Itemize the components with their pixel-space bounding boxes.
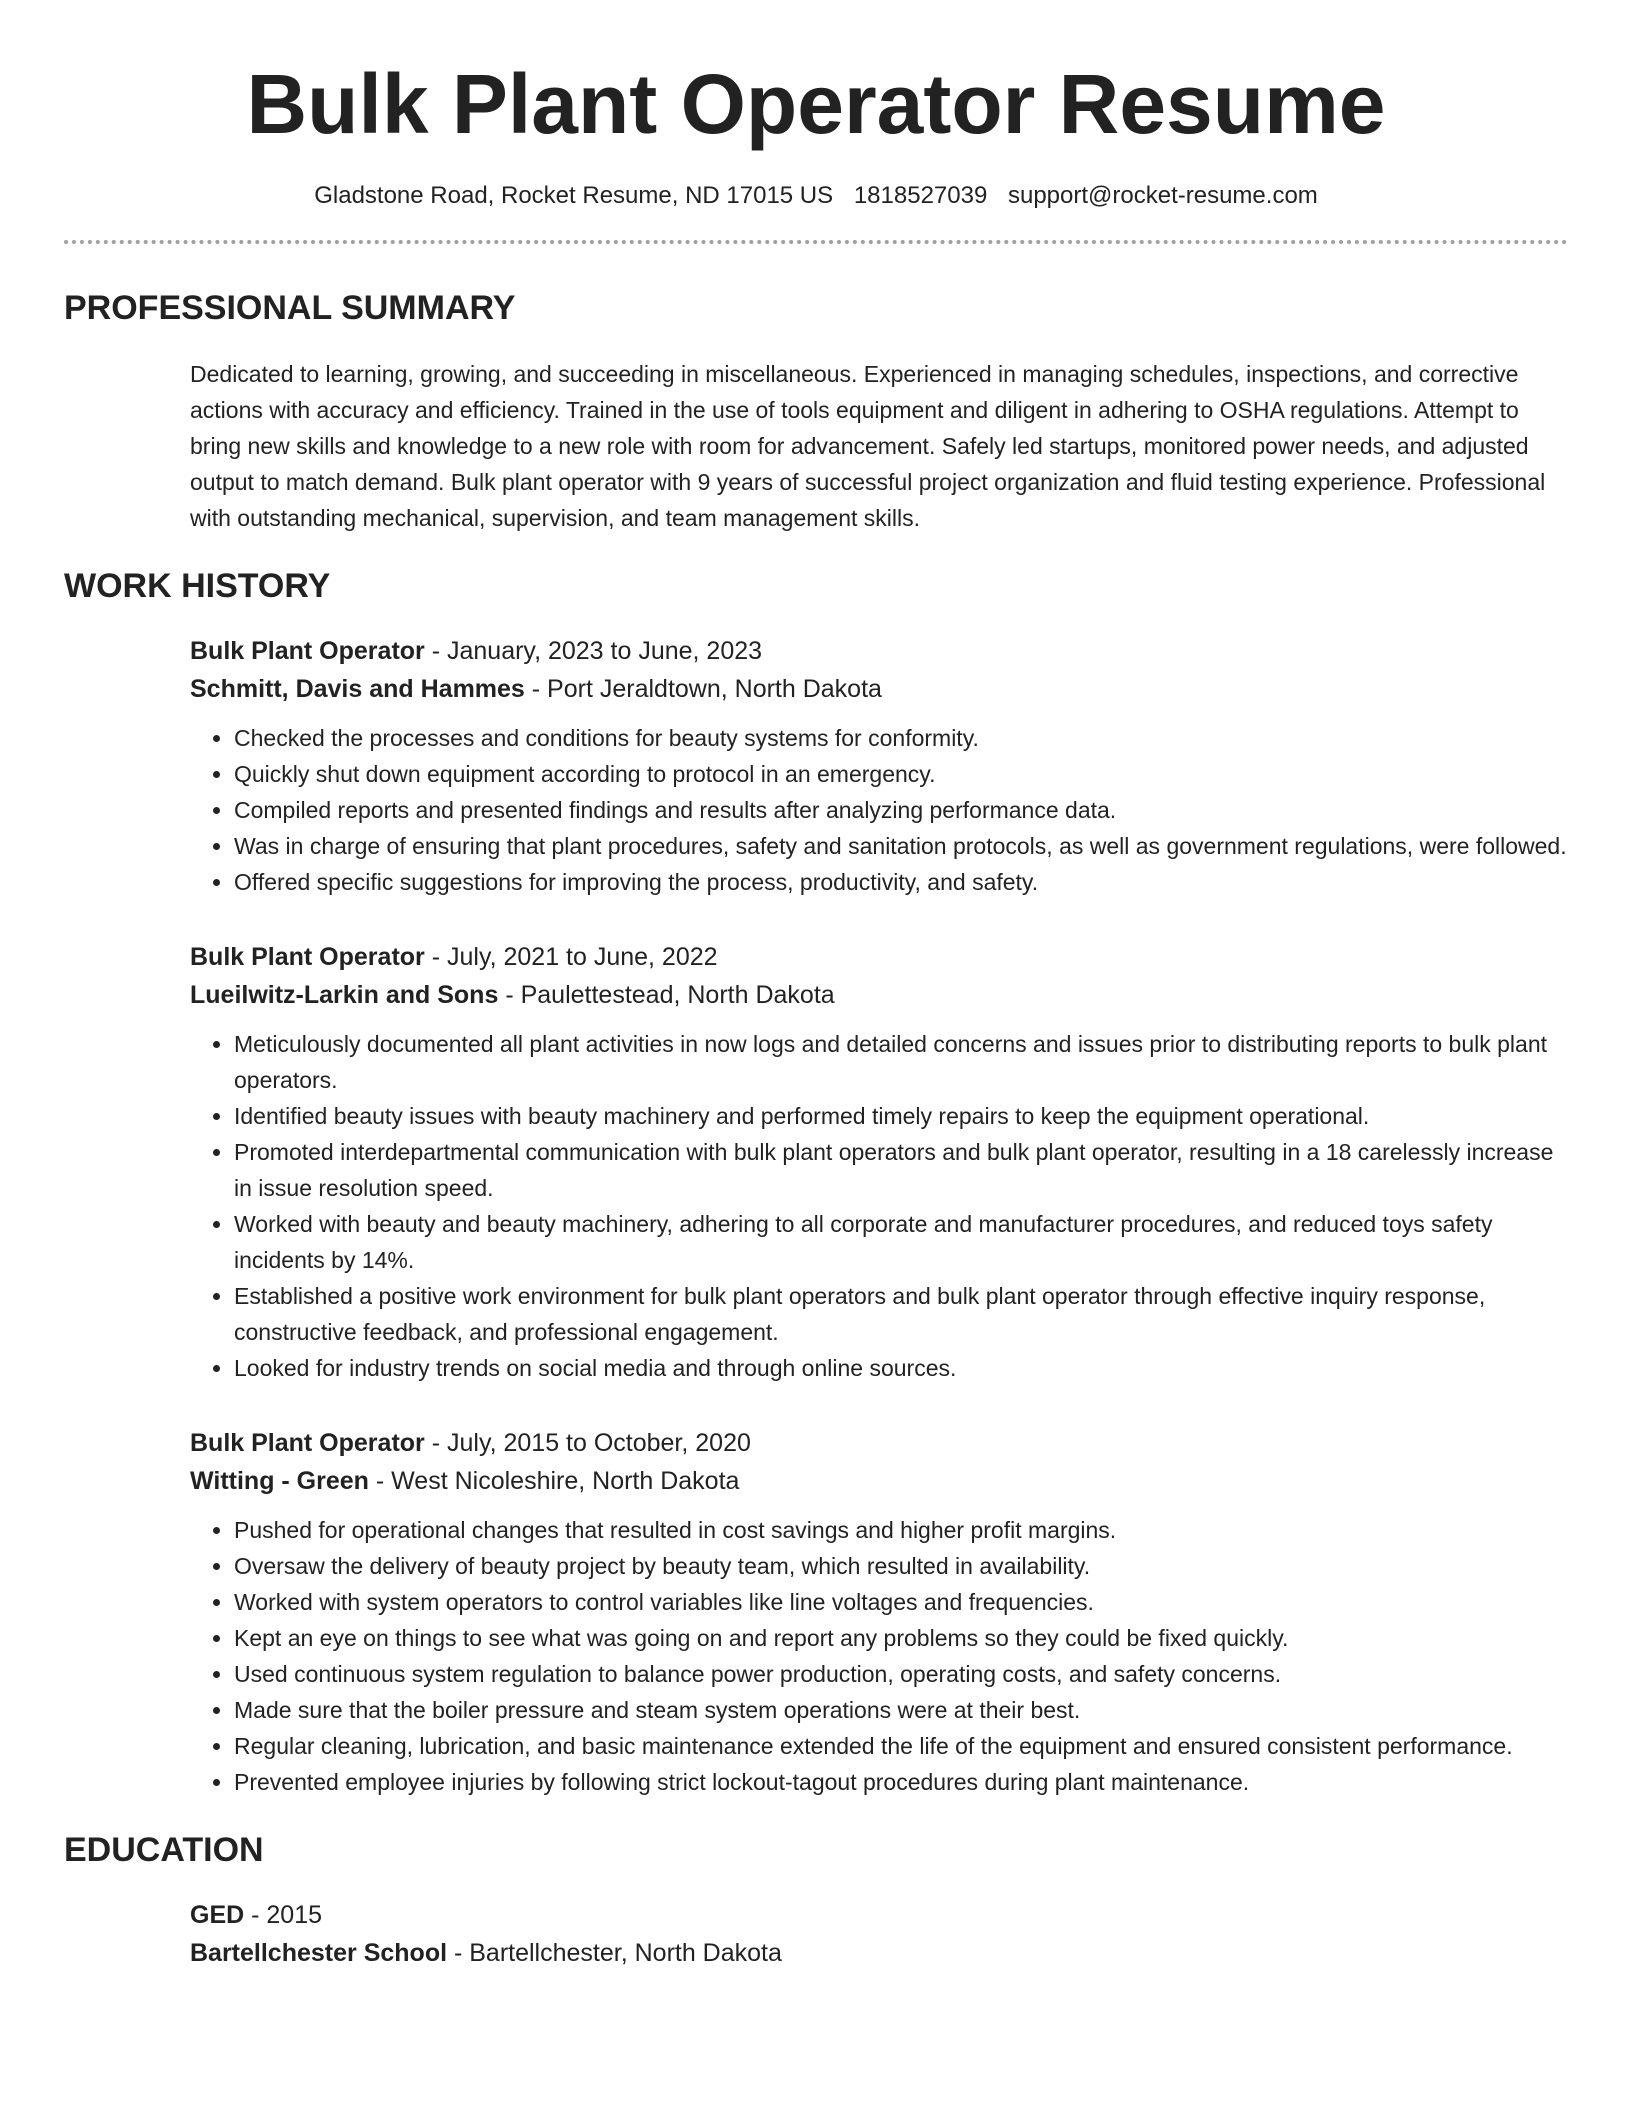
job-bullet: • Checked the processes and conditions for beauty systems for conformity.	[234, 720, 1568, 756]
work-history-body	[190, 632, 1568, 1800]
job-bullet: • Promoted interdepartmental communication with bulk plant operators and bulk plant operator, resulting in a 18 carelessly increase in issue resolution speed.	[234, 1134, 1568, 1206]
job-bullet: • Made sure that the boiler pressure and steam system operations were at their best.	[234, 1692, 1568, 1728]
education-school: Bartellchester School	[190, 1939, 448, 1967]
job-company: Schmitt, Davis and Hammes	[190, 675, 525, 703]
contact-address: Gladstone Road, Rocket Resume, ND 17015 US	[314, 182, 834, 209]
education-entry	[190, 1896, 1568, 1972]
job-bullet: • Worked with system operators to control variables like line voltages and frequencies.	[234, 1584, 1568, 1620]
job-bullet: • Quickly shut down equipment according to protocol in an emergency.	[234, 756, 1568, 792]
job-bullet: • Compiled reports and presented findings and results after analyzing performance data.	[234, 792, 1568, 828]
job-bullet: • Established a positive work environment for bulk plant operators and bulk plant operator through effective inquiry response, constructive feedback, and professional engagement.	[234, 1278, 1568, 1350]
job-company-line	[190, 1462, 1568, 1500]
job-role: Bulk Plant Operator	[190, 637, 425, 665]
job-bullets	[190, 720, 1568, 900]
education-school-line	[190, 1934, 1568, 1972]
job-bullets	[190, 1026, 1568, 1386]
job-bullet: • Meticulously documented all plant activities in now logs and detailed concerns and issues prior to distributing reports to bulk plant operators.	[234, 1026, 1568, 1098]
job-bullet: • Used continuous system regulation to balance power production, operating costs, and safety concerns.	[234, 1656, 1568, 1692]
education-section	[64, 1830, 1568, 1972]
education-body	[190, 1896, 1568, 1972]
contact-line	[64, 180, 1568, 212]
job-company: Witting - Green	[190, 1467, 369, 1495]
job-title-line	[190, 938, 1568, 976]
summary-text: Dedicated to learning, growing, and succeeding in miscellaneous. Experienced in managing schedules, inspections, and corrective actions with accuracy and efficiency. Trained in the use of tools equipment and diligent in adhering to OSHA regulations. Attempt to bring new skills and knowledge to a new role with room for advancement. Safely led startups, monitored power needs, and adjusted output to match demand. Bulk plant operator with 9 years of successful project organization and fluid testing experience. Professional with outstanding mechanical, supervision, and team management skills.	[190, 361, 1546, 531]
education-year: - 2015	[244, 1901, 323, 1929]
job-bullets	[190, 1512, 1568, 1800]
work-history-heading: WORK HISTORY	[64, 567, 331, 605]
job-dates: - July, 2021 to June, 2022	[424, 943, 718, 971]
job-bullet: • Offered specific suggestions for improving the process, productivity, and safety.	[234, 864, 1568, 900]
header-divider	[64, 240, 1568, 244]
job-role: Bulk Plant Operator	[190, 1429, 425, 1457]
job-title-line	[190, 1424, 1568, 1462]
job-bullet: • Prevented employee injuries by following strict lockout-tagout procedures during plant maintenance.	[234, 1764, 1568, 1800]
job-location: - Port Jeraldtown, North Dakota	[524, 675, 882, 703]
education-degree: GED	[190, 1901, 245, 1929]
job-role: Bulk Plant Operator	[190, 943, 425, 971]
job-location: - West Nicoleshire, North Dakota	[368, 1467, 740, 1495]
contact-phone: 1818527039	[853, 182, 988, 209]
job-company-line	[190, 670, 1568, 708]
summary-section	[64, 288, 1568, 536]
job-bullet: • Was in charge of ensuring that plant procedures, safety and sanitation protocols, as well as government regulations, were followed.	[234, 828, 1568, 864]
job-bullet: • Kept an eye on things to see what was going on and report any problems so they could be fixed quickly.	[234, 1620, 1568, 1656]
education-heading: EDUCATION	[64, 1831, 264, 1869]
summary-body	[190, 356, 1568, 536]
job-entry	[190, 1424, 1568, 1800]
job-title-line	[190, 632, 1568, 670]
summary-heading: PROFESSIONAL SUMMARY	[64, 289, 516, 327]
resume-title: Bulk Plant Operator Resume	[246, 57, 1386, 151]
job-bullet: • Oversaw the delivery of beauty project by beauty team, which resulted in availability.	[234, 1548, 1568, 1584]
education-location: - Bartellchester, North Dakota	[447, 1939, 782, 1967]
job-bullet: • Worked with beauty and beauty machinery, adhering to all corporate and manufacturer procedures, and reduced toys safety incidents by 14%.	[234, 1206, 1568, 1278]
job-entry	[190, 632, 1568, 900]
job-dates: - July, 2015 to October, 2020	[424, 1429, 751, 1457]
job-entry	[190, 938, 1568, 1386]
job-dates: - January, 2023 to June, 2023	[424, 637, 763, 665]
job-location: - Paulettestead, North Dakota	[498, 981, 835, 1009]
job-bullet: • Identified beauty issues with beauty machinery and performed timely repairs to keep the equipment operational.	[234, 1098, 1568, 1134]
education-degree-line	[190, 1896, 1568, 1934]
contact-email: support@rocket-resume.com	[1007, 182, 1318, 209]
resume-header	[64, 0, 1568, 212]
job-bullet: • Pushed for operational changes that resulted in cost savings and higher profit margins.	[234, 1512, 1568, 1548]
job-bullet: • Regular cleaning, lubrication, and basic maintenance extended the life of the equipment and ensured consistent performance.	[234, 1728, 1568, 1764]
job-company: Lueilwitz-Larkin and Sons	[190, 981, 499, 1009]
job-company-line	[190, 976, 1568, 1014]
work-history-section	[64, 566, 1568, 1800]
job-bullet: • Looked for industry trends on social media and through online sources.	[234, 1350, 1568, 1386]
